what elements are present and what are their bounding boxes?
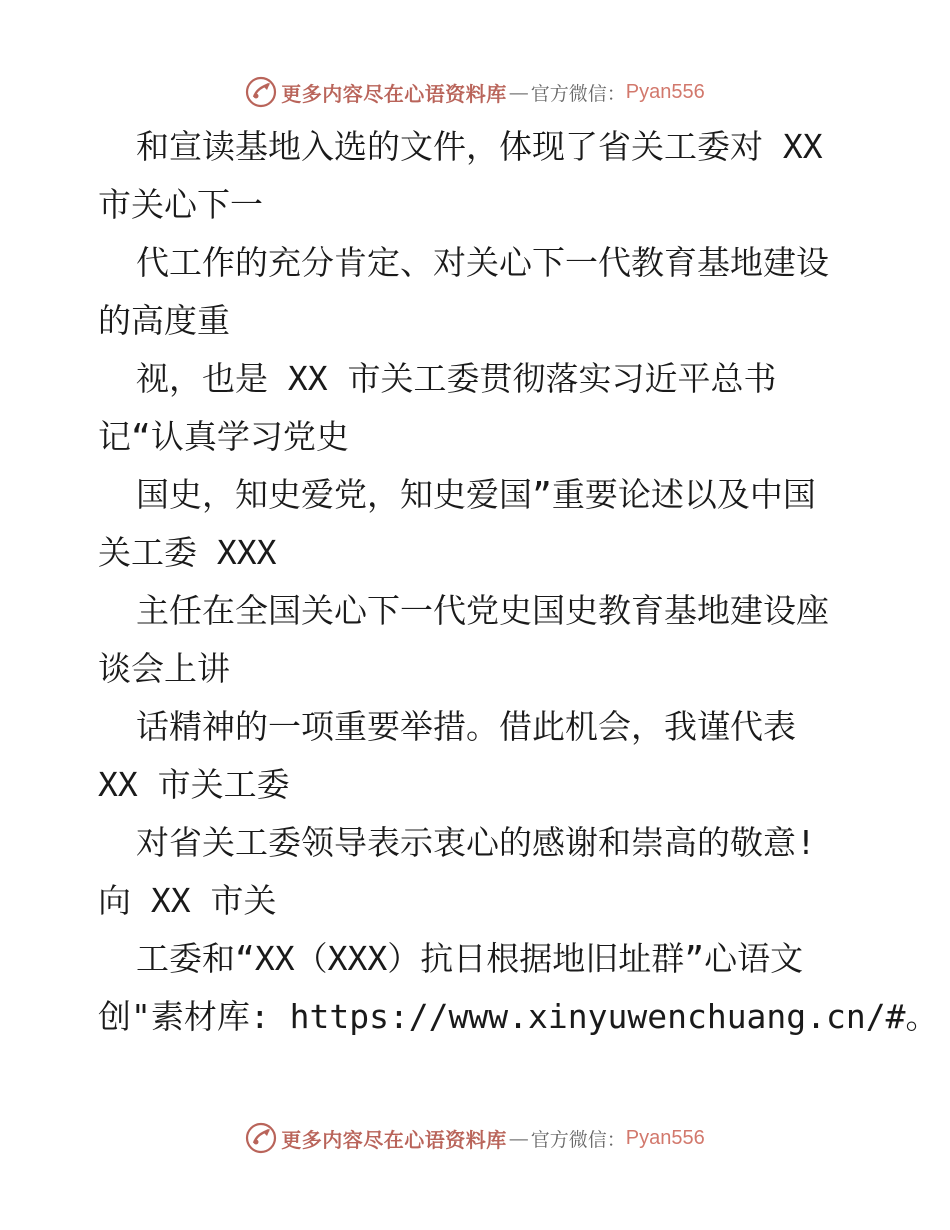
brand-logo-icon: [245, 76, 277, 108]
footer-separator: —: [508, 1126, 529, 1150]
header-separator: —: [508, 80, 529, 104]
body-line: 话精神的一项重要举措。借此机会，我谨代表: [136, 707, 796, 746]
body-line: 代工作的充分肯定、对关心下一代教育基地建设: [136, 243, 829, 282]
footer-slogan: 更多内容尽在心语资料库: [281, 1127, 507, 1152]
header-slogan: 更多内容尽在心语资料库: [281, 81, 507, 106]
body-line: 对省关工委领导表示衷心的感谢和崇高的敬意!: [136, 823, 816, 862]
brand-logo-icon: [245, 1122, 277, 1154]
footer-contact-label: 官方微信：: [530, 1128, 626, 1151]
body-line: 关工委 XXX: [98, 533, 277, 572]
footer-banner: [0, 1118, 950, 1158]
footer-contact-id: Pyan556: [625, 1126, 705, 1149]
body-line: 向 XX 市关: [98, 881, 277, 920]
body-line: XX 市关工委: [98, 765, 290, 804]
body-line: 记“认真学习党史: [98, 417, 349, 456]
body-line: 谈会上讲: [98, 649, 230, 688]
body-line: 创"素材库: https://www.xinyuwenchuang.cn/#。: [98, 997, 939, 1036]
header-banner: [0, 72, 950, 112]
body-line: 视，也是 XX 市关工委贯彻落实习近平总书: [136, 359, 777, 398]
body-line: 的高度重: [98, 301, 230, 340]
body-line: 主任在全国关心下一代党史国史教育基地建设座: [136, 591, 829, 630]
header-contact-label: 官方微信：: [530, 82, 626, 105]
body-line: 和宣读基地入选的文件，体现了省关工委对 XX: [136, 127, 823, 166]
body-line: 市关心下一: [98, 185, 263, 224]
body-line: 工委和“XX（XXX）抗日根据地旧址群”心语文: [136, 939, 804, 978]
document-body: [98, 118, 939, 1046]
header-contact-id: Pyan556: [625, 80, 705, 103]
body-line: 国史，知史爱党，知史爱国”重要论述以及中国: [136, 475, 816, 514]
